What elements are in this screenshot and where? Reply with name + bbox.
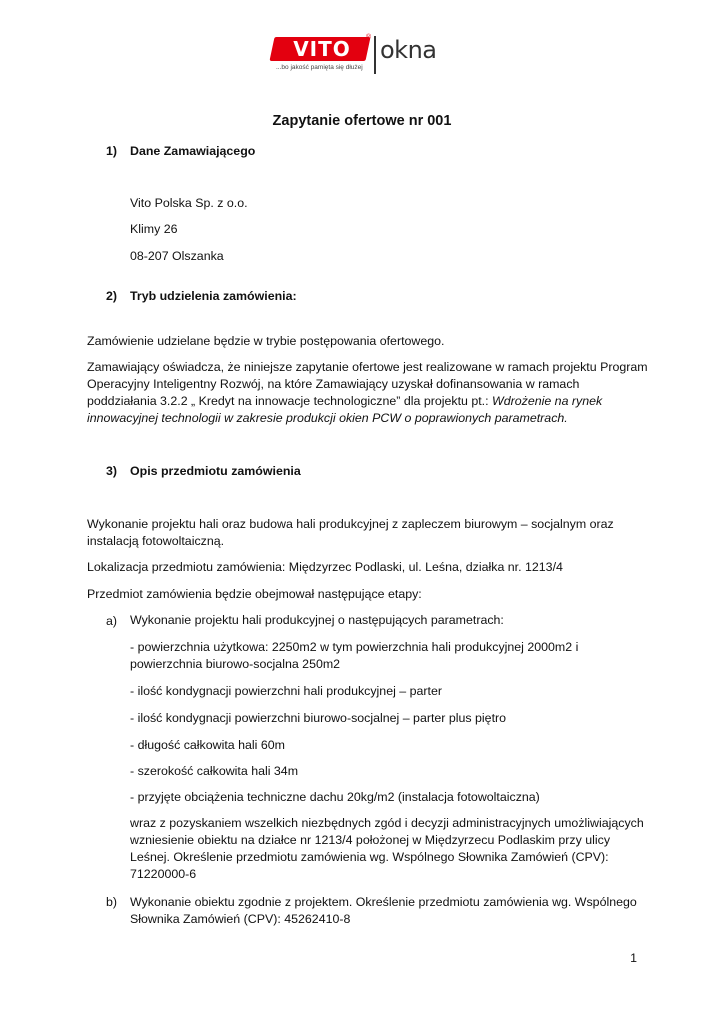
- address-line: Vito Polska Sp. z o.o.: [130, 196, 248, 210]
- section2-paragraph2-line: Operacyjny Inteligentny Rozwój, na które Zamawiający uzyskał dofinansowania w ramach: [87, 377, 580, 391]
- parameter-item: - powierzchnia użytkowa: 2250m2 w tym powierzchnia hali produkcyjnej 2000m2 i: [130, 640, 579, 654]
- section3-number: 3): [106, 464, 118, 478]
- address-line: 08-207 Olszanka: [130, 249, 224, 263]
- stage-b-line: Słownika Zamówień (CPV): 45262410-8: [130, 912, 351, 926]
- logo-divider: [374, 36, 376, 74]
- document-title: Zapytanie ofertowe nr 001: [272, 113, 452, 129]
- address-line: Klimy 26: [130, 222, 178, 236]
- parameter-item: powierzchnia biurowo-socjalna 250m2: [130, 657, 341, 671]
- parameter-item: - długość całkowita hali 60m: [130, 738, 285, 752]
- section2-project-title: innowacyjnej technologii w zakresie produkcji okien PCW o poprawionych parametrach.: [87, 411, 568, 425]
- section3-paragraph-line: Wykonanie projektu hali oraz budowa hali produkcyjnej z zapleczem biurowym – socjalnym oraz: [87, 517, 614, 531]
- page-number: 1: [630, 951, 637, 965]
- logo-product-text: okna: [380, 36, 437, 64]
- parameter-item: - ilość kondygnacji powierzchni biurowo-socjalnej – parter plus piętro: [130, 711, 507, 725]
- section3-heading: Opis przedmiotu zamówienia: [130, 464, 301, 478]
- stage-a-closing-line: Leśnej. Określenie przedmiotu zamówienia wg. Wspólnego Słownika Zamówień (CPV):: [130, 850, 609, 864]
- location-text: Lokalizacja przedmiotu zamówienia: Międzyrzec Podlaski, ul. Leśna, działka nr. 1213/4: [87, 560, 563, 574]
- company-logo: [272, 34, 442, 78]
- stage-b-label: b): [106, 895, 118, 909]
- section2-number: 2): [106, 289, 118, 303]
- section2-project-title: Wdrożenie na rynek: [492, 394, 603, 408]
- section1-number: 1): [106, 144, 118, 158]
- section2-heading: Tryb udzielenia zamówienia:: [130, 289, 297, 303]
- section3-paragraph-line: instalacją fotowoltaiczną.: [87, 534, 225, 548]
- logo-brand-text: VITO: [293, 37, 351, 61]
- parameter-item: - szerokość całkowita hali 34m: [130, 764, 299, 778]
- stage-a-closing-line: 71220000-6: [130, 867, 197, 881]
- stages-intro: Przedmiot zamówienia będzie obejmował następujące etapy:: [87, 587, 422, 601]
- section2-paragraph2-line: Zamawiający oświadcza, że niniejsze zapytanie ofertowe jest realizowane w ramach projektu Program: [87, 360, 648, 374]
- section2-paragraph2-plain: poddziałania 3.2.2 „ Kredyt na innowacje technologiczne” dla projektu pt.:: [87, 394, 493, 408]
- stage-a-closing-line: wraz z pozyskaniem wszelkich niezbędnych zgód i decyzji administracyjnych umożliwiających: [130, 816, 644, 830]
- parameter-item: - ilość kondygnacji powierzchni hali produkcyjnej – parter: [130, 684, 442, 698]
- logo-registered-mark: ®: [366, 34, 372, 41]
- section2-paragraph1: Zamówienie udzielane będzie w trybie postępowania ofertowego.: [87, 334, 445, 348]
- stage-a-text: Wykonanie projektu hali produkcyjnej o następujących parametrach:: [130, 613, 504, 627]
- section1-heading: Dane Zamawiającego: [130, 144, 256, 158]
- stage-a-closing-line: wzniesienie obiektu na działce nr 1213/4 położonej w Międzyrzecu Podlaskim przy ulicy: [130, 833, 611, 847]
- stage-b-line: Wykonanie obiektu zgodnie z projektem. Określenie przedmiotu zamówienia wg. Wspólnego: [130, 895, 637, 909]
- logo-slogan: ...bo jakość pamięta się dłużej: [276, 64, 363, 71]
- stage-a-label: a): [106, 614, 118, 628]
- section2-paragraph2-line: [87, 393, 602, 410]
- parameter-item: - przyjęte obciążenia techniczne dachu 20kg/m2 (instalacja fotowoltaiczna): [130, 790, 540, 804]
